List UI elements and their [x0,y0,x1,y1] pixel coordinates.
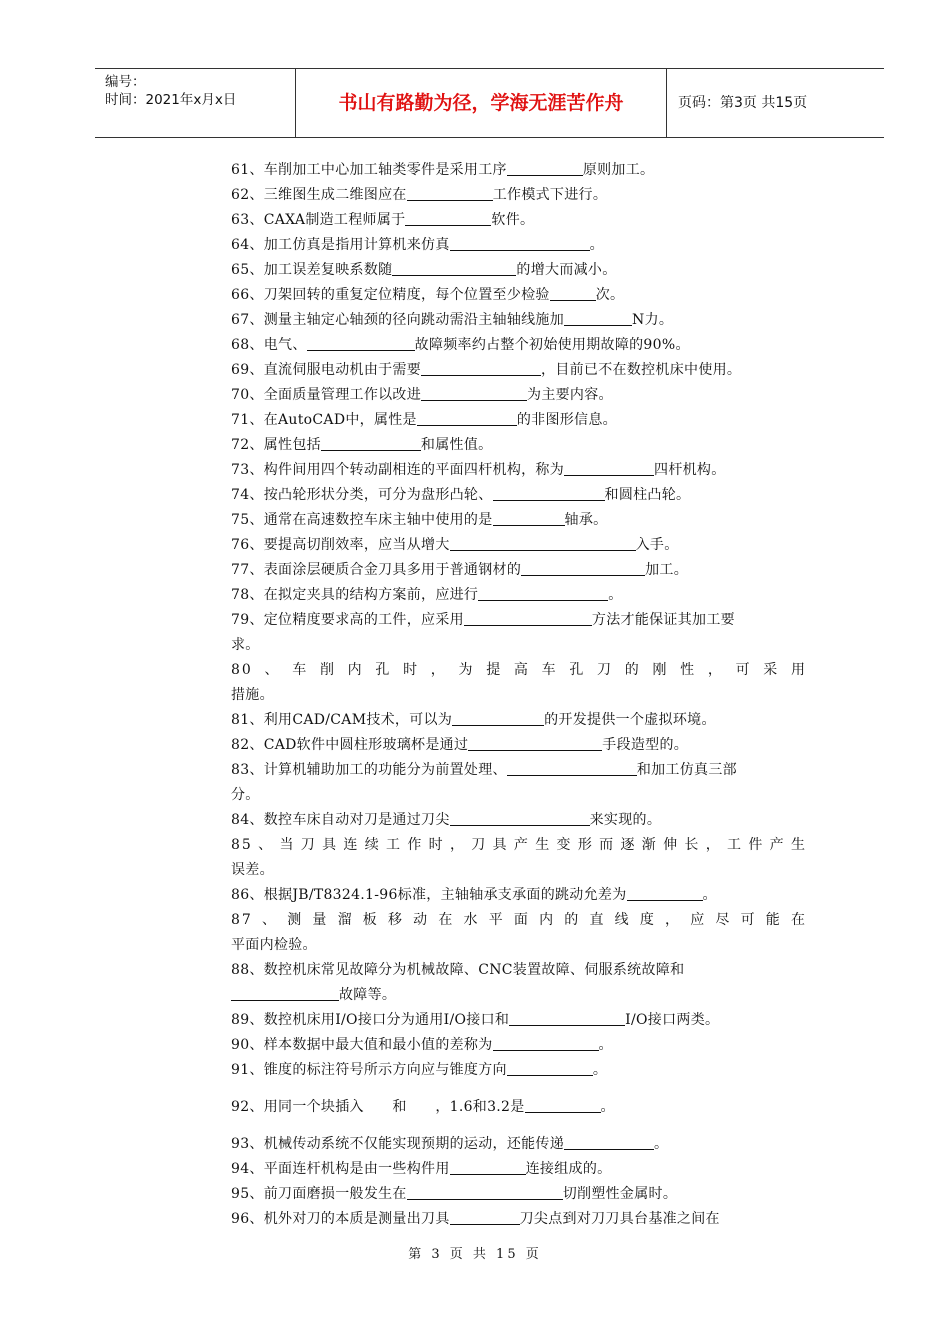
answer-blank [392,260,516,276]
answer-blank [421,385,527,401]
question-70: 70、全面质量管理工作以改进 为主要内容。 [231,387,613,403]
question-88: 88、数控机床常见故障分为机械故障、CNC装置故障、伺服系统故障和 [231,962,685,978]
question-79: 79、定位精度要求高的工件，应采用 方法才能保证其加工要 求。 [231,612,735,653]
answer-blank [493,510,565,526]
answer-blank [452,710,544,726]
answer-blank [564,310,632,326]
question-80: 80、车削内孔时，为提高车孔刀的刚性，可采用 [231,662,807,678]
question-89: 89、数控机床用I/O接口分为通用I/O接口和 I/O接口两类。 [231,1012,720,1028]
answer-blank [478,585,608,601]
code-label: 编号： [105,74,146,90]
question-82: 82、CAD软件中圆柱形玻璃杯是通过 手段造型的。 [231,737,689,753]
question-95: 95、前刀面磨损一般发生在 切削塑性金属时。 [231,1186,678,1202]
question-66: 66、刀架回转的重复定位精度，每个位置至少检验 次。 [231,287,625,303]
answer-blank [493,1035,599,1051]
answer-blank [564,1134,654,1150]
answer-blank [509,1010,625,1026]
question-84: 84、数控车床自动对刀是通过刀尖 来实现的。 [231,812,662,828]
question-61: 61、车削加工中心加工轴类零件是采用工序 原则加工。 [231,162,655,178]
question-94: 94、平面连杆机构是由一些构件用 连接组成的。 [231,1161,612,1177]
question-62: 62、三维图生成二维图应在 工作模式下进行。 [231,187,608,203]
question-86: 86、根据JB/T8324.1-96标准，主轴轴承支承面的跳动允差为 。 [231,887,717,903]
answer-blank [464,610,592,626]
question-76: 76、要提高切削效率，应当从增大 入手。 [231,537,679,553]
question-75: 75、通常在高速数控车床主轴中使用的是 轴承。 [231,512,608,528]
answer-blank [521,560,645,576]
question-85-cont: 误差。 [231,862,274,878]
answer-blank [407,1184,563,1200]
question-65: 65、加工误差复映系数随 的增大而减小。 [231,262,617,278]
answer-blank [507,760,637,776]
time-label: 时间：2021年x月x日 [105,92,237,108]
question-87-cont: 平面内检验。 [231,937,317,953]
answer-blank [450,235,590,251]
question-78: 78、在拟定夹具的结构方案前，应进行 。 [231,587,623,603]
answer-blank [407,185,493,201]
question-91: 91、锥度的标注符号所示方向应与锥度方向 。 [231,1062,608,1078]
answer-blank [421,360,541,376]
question-96: 96、机外对刀的本质是测量出刀具 刀尖点到对刀刀具台基准之间在 [231,1211,720,1227]
answer-blank [450,1209,520,1225]
question-71: 71、在AutoCAD中，属性是 的非图形信息。 [231,412,617,428]
question-68: 68、电气、 故障频率约占整个初始使用期故障的90%。 [231,337,690,353]
question-list [231,158,807,1232]
question-92: 92、用同一个块插入 和 ，1.6和3.2是 。 [231,1099,615,1115]
question-64: 64、加工仿真是指用计算机来仿真 。 [231,237,604,253]
answer-blank [507,160,583,176]
header-info-cell [95,69,296,137]
question-88-cont: 故障等。 [231,983,807,1008]
answer-blank [493,485,605,501]
answer-blank [321,435,421,451]
question-81: 81、利用CAD/CAM技术，可以为 的开发提供一个虚拟环境。 [231,712,716,728]
question-72: 72、属性包括 和属性值。 [231,437,493,453]
question-73: 73、构件间用四个转动副相连的平面四杆机构，称为 四杆机构。 [231,462,726,478]
answer-blank [564,460,654,476]
answer-blank [307,335,415,351]
question-67: 67、测量主轴定心轴颈的径向跳动需沿主轴轴线施加 N力。 [231,312,674,328]
answer-blank [627,885,703,901]
answer-blank [231,985,339,1001]
question-63: 63、CAXA制造工程师属于 软件。 [231,212,535,228]
question-69: 69、直流伺服电动机由于需要 ，目前已不在数控机床中使用。 [231,362,742,378]
answer-blank [550,285,596,301]
page-info: 页码：第3页 共15页 [678,95,808,111]
answer-blank [450,535,636,551]
answer-blank [507,1060,593,1076]
question-93: 93、机械传动系统不仅能实现预期的运动，还能传递 。 [231,1136,669,1152]
question-85: 85、当刀具连续工作时，刀具产生变形而逐渐伸长，工件产生 [231,837,807,853]
page-footer: 第 3 页 共 15 页 [408,1247,542,1262]
header-table [95,68,884,138]
question-90: 90、样本数据中最大值和最小值的差称为 。 [231,1037,613,1053]
answer-blank [405,210,491,226]
answer-blank [468,735,602,751]
question-80-cont: 措施。 [231,687,274,703]
answer-blank [525,1097,601,1113]
question-87: 87、测量溜板移动在水平面内的直线度，应尽可能在 [231,912,807,928]
motto: 书山有路勤为径，学海无涯苦作舟 [296,69,667,137]
answer-blank [450,1159,526,1175]
question-77: 77、表面涂层硬质合金刀具多用于普通钢材的 加工。 [231,562,689,578]
question-83: 83、计算机辅助加工的功能分为前置处理、 和加工仿真三部 分。 [231,762,737,803]
answer-blank [450,810,590,826]
answer-blank [417,410,517,426]
question-74: 74、按凸轮形状分类，可分为盘形凸轮、 和圆柱凸轮。 [231,487,691,503]
